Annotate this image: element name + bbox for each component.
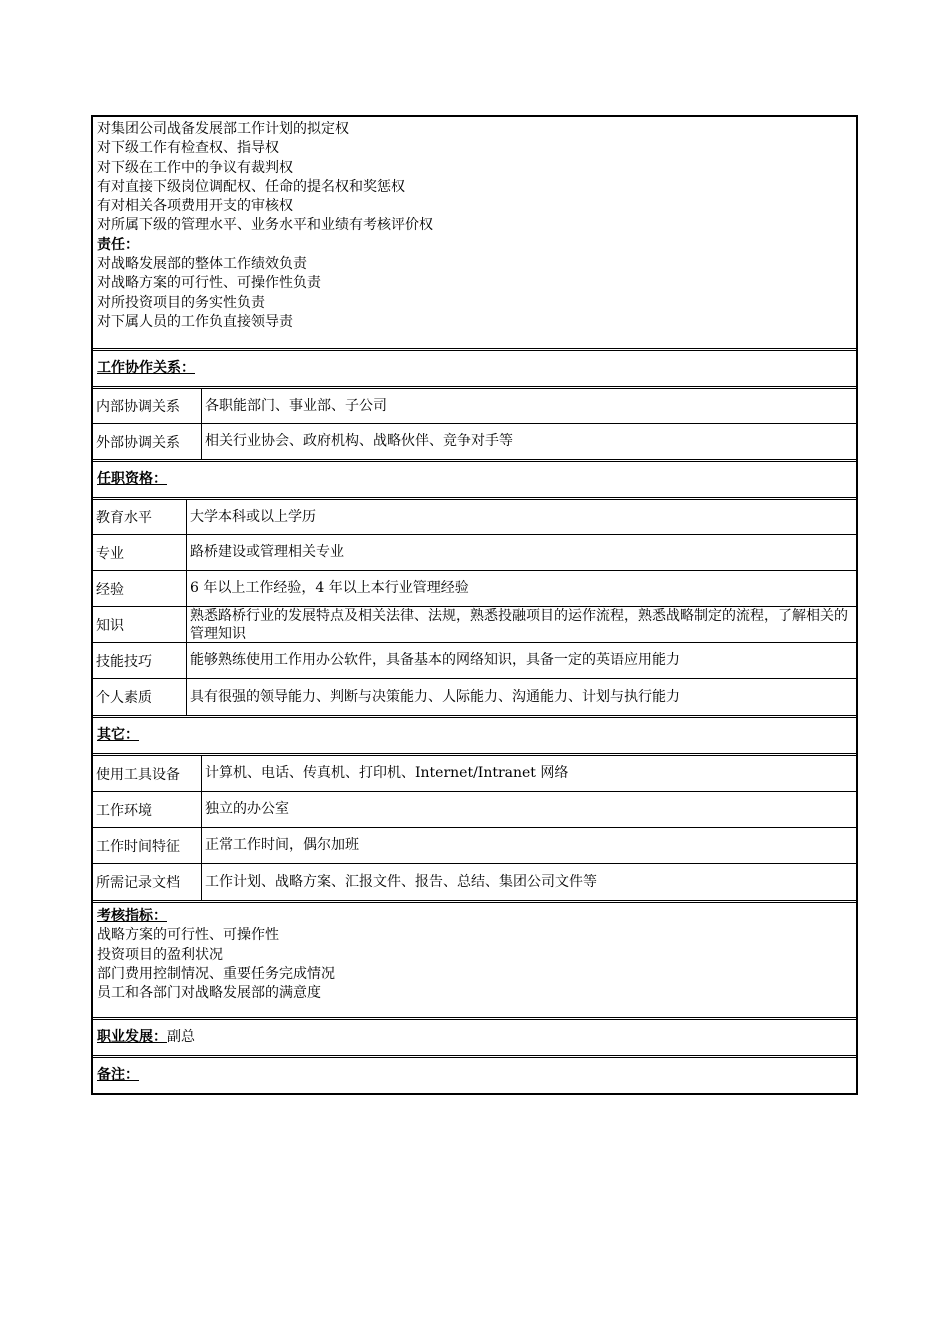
row-value: 6 年以上工作经验，4 年以上本行业管理经验 bbox=[190, 580, 469, 596]
row-label: 所需记录文档 bbox=[93, 864, 202, 900]
table-row bbox=[93, 643, 856, 679]
career-title: 职业发展： bbox=[97, 1029, 167, 1045]
table-row bbox=[93, 679, 856, 715]
table-row bbox=[93, 756, 856, 792]
other-title: 其它： bbox=[97, 727, 139, 743]
row-label: 工作时间特征 bbox=[93, 828, 202, 863]
qualifications-title-block bbox=[93, 462, 856, 500]
row-label: 技能技巧 bbox=[93, 643, 187, 678]
row-value: 大学本科或以上学历 bbox=[190, 508, 316, 525]
table-row bbox=[93, 535, 856, 571]
kpi-line: 投资项目的盈利状况 bbox=[97, 946, 223, 963]
table-row bbox=[93, 571, 856, 607]
row-label: 外部协调关系 bbox=[93, 424, 202, 459]
collaboration-title: 工作协作关系： bbox=[97, 360, 195, 376]
table-row bbox=[93, 792, 856, 828]
table-row bbox=[93, 607, 856, 643]
row-value: 能够熟练使用工作用办公软件，具备基本的网络知识，具备一定的英语应用能力 bbox=[190, 652, 680, 668]
row-label: 使用工具设备 bbox=[93, 756, 202, 791]
authority-line: 对下级工作有检查权、指导权 bbox=[97, 140, 279, 157]
row-value: 各职能部门、事业部、子公司 bbox=[205, 397, 387, 414]
authority-line: 有对相关各项费用开支的审核权 bbox=[97, 198, 293, 215]
row-label: 经验 bbox=[93, 571, 187, 606]
career-section bbox=[93, 1020, 856, 1058]
other-section bbox=[93, 756, 856, 903]
authority-line: 有对直接下级岗位调配权、任命的提名权和奖惩权 bbox=[97, 178, 405, 195]
other-title-block bbox=[93, 718, 856, 756]
authority-line: 对集团公司战备发展部工作计划的拟定权 bbox=[97, 121, 349, 137]
table-row bbox=[93, 828, 856, 864]
row-label: 知识 bbox=[93, 607, 187, 642]
collaboration-section bbox=[93, 389, 856, 462]
row-label: 个人素质 bbox=[93, 679, 187, 715]
row-value: 具有很强的领导能力、判断与决策能力、人际能力、沟通能力、计划与执行能力 bbox=[190, 688, 680, 705]
row-value: 独立的办公室 bbox=[205, 801, 289, 817]
responsibility-heading: 责任： bbox=[97, 236, 139, 253]
qualifications-title: 任职资格： bbox=[97, 471, 167, 487]
job-description-table bbox=[91, 115, 858, 1095]
table-row bbox=[93, 424, 856, 459]
row-label: 教育水平 bbox=[93, 500, 187, 534]
kpi-line: 部门费用控制情况、重要任务完成情况 bbox=[97, 965, 335, 982]
row-value: 相关行业协会、政府机构、战略伙伴、竞争对手等 bbox=[205, 433, 513, 449]
kpi-section bbox=[93, 903, 856, 1020]
authority-line: 对下级在工作中的争议有裁判权 bbox=[97, 159, 293, 176]
remarks-title: 备注： bbox=[97, 1067, 139, 1083]
row-value: 计算机、电话、传真机、打印机、Internet/Intranet 网络 bbox=[205, 765, 569, 781]
authority-section bbox=[93, 117, 856, 351]
authority-line: 对所属下级的管理水平、业务水平和业绩有考核评价权 bbox=[97, 217, 433, 234]
kpi-title: 考核指标： bbox=[97, 908, 167, 924]
row-label: 专业 bbox=[93, 535, 187, 570]
row-value: 工作计划、战略方案、汇报文件、报告、总结、集团公司文件等 bbox=[205, 873, 597, 890]
career-value: 副总 bbox=[167, 1029, 195, 1045]
responsibility-line: 对战略发展部的整体工作绩效负责 bbox=[97, 256, 307, 273]
responsibility-line: 对下属人员的工作负直接领导责 bbox=[97, 313, 293, 330]
table-row bbox=[93, 864, 856, 900]
row-value: 熟悉路桥行业的发展特点及相关法律、法规，熟悉投融项目的运作流程，熟悉战略制定的流程，了解相关的管理知识 bbox=[190, 608, 848, 642]
remarks-section bbox=[93, 1058, 856, 1093]
row-label: 内部协调关系 bbox=[93, 389, 202, 423]
qualifications-section bbox=[93, 500, 856, 718]
collaboration-title-block bbox=[93, 351, 856, 389]
table-row bbox=[93, 500, 856, 535]
kpi-line: 战略方案的可行性、可操作性 bbox=[97, 927, 279, 944]
row-label: 工作环境 bbox=[93, 792, 202, 827]
kpi-line: 员工和各部门对战略发展部的满意度 bbox=[97, 985, 321, 1002]
row-value: 正常工作时间，偶尔加班 bbox=[205, 837, 359, 853]
responsibility-line: 对所投资项目的务实性负责 bbox=[97, 294, 265, 311]
row-value: 路桥建设或管理相关专业 bbox=[190, 544, 344, 560]
table-row bbox=[93, 389, 856, 424]
responsibility-line: 对战略方案的可行性、可操作性负责 bbox=[97, 275, 321, 292]
